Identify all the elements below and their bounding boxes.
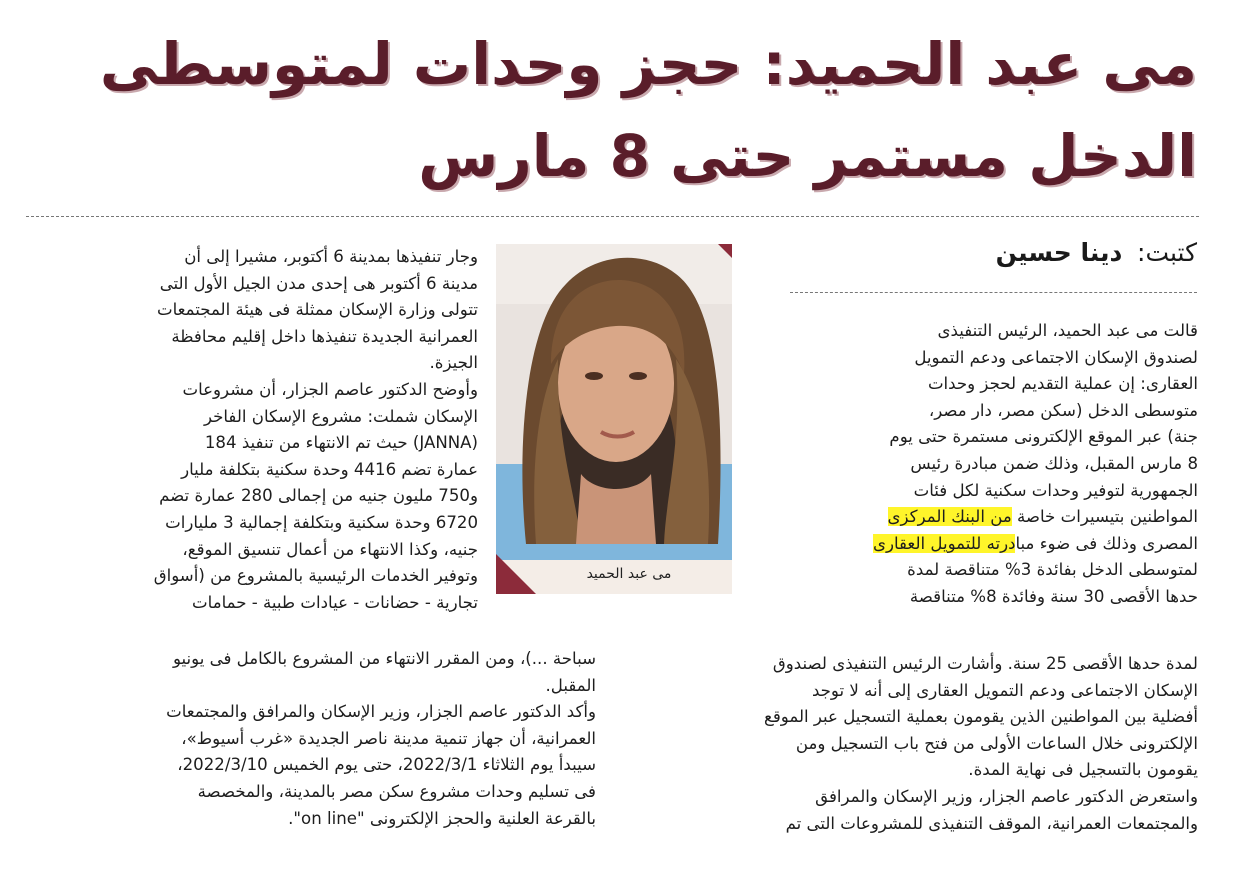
paragraph-line: العقارى: إن عملية التقديم لحجز وحدات xyxy=(927,374,1198,394)
paragraph-line: قالت مى عبد الحميد، الرئيس التنفيذى xyxy=(937,321,1198,340)
paragraph-line: لمدة حدها الأقصى 25 سنة. وأشارت الرئيس التنفيذى لصندوق xyxy=(772,654,1198,673)
headline-line-2: الدخل مستمر حتى 8 مارس xyxy=(418,122,1197,190)
paragraph-line: وتوفير الخدمات الرئيسية بالمشروع من (أسواق xyxy=(153,566,478,586)
paragraph-line: والمجتمعات العمرانية، الموقف التنفيذى للمشروعات التى تم xyxy=(785,813,1198,833)
paragraph-line xyxy=(752,531,1198,558)
paragraph-line: الإسكان شملت: مشروع الإسكان الفاخر xyxy=(203,406,478,426)
byline xyxy=(996,238,1197,267)
photo-caption: مى عبد الحميد xyxy=(586,566,672,582)
headline xyxy=(27,18,1197,202)
paragraph-line: الجيزة. xyxy=(429,353,478,373)
paragraph-line: العمرانية، أن جهاز تنمية مدينة ناصر الجديدة «غرب أسيوط»، xyxy=(181,728,596,748)
paragraph-line: تجارية - حضانات - عيادات طبية - حمامات xyxy=(192,592,478,612)
article-column-left-bottom xyxy=(30,646,596,832)
paragraph-line: يقومون بالتسجيل فى نهاية المدة. xyxy=(968,760,1198,780)
paragraph-line: جنيه، وكذا الانتهاء من أعمال تنسيق الموقع، xyxy=(182,539,478,559)
paragraph-line: (JANNA) حيث تم الانتهاء من تنفيذ 184 xyxy=(204,433,478,453)
paragraph-line: بالقرعة العلنية والحجز الإلكترونى "on line". xyxy=(288,808,596,828)
paragraph-line: متوسطى الدخل (سكن مصر، دار مصر، xyxy=(928,400,1198,420)
byline-author: دينا حسين xyxy=(995,238,1123,267)
paragraph-line: واستعرض الدكتور عاصم الجزار، وزير الإسكان والمرافق xyxy=(815,786,1198,806)
paragraph-line: المقبل. xyxy=(545,675,596,695)
highlighted-text: من البنك المركزى xyxy=(887,507,1012,527)
paragraph-line xyxy=(752,504,1198,531)
paragraph-line: و750 مليون جنيه من إجمالى 280 عمارة تضم xyxy=(159,486,478,506)
paragraph-line: سباحة ...)، ومن المقرر الانتهاء من المشروع بالكامل فى يونيو xyxy=(172,649,596,668)
paragraph-line: حدها الأقصى 30 سنة وفائدة 8% متناقصة xyxy=(909,586,1198,606)
article-column-left xyxy=(30,244,478,616)
headline-divider xyxy=(26,216,1199,217)
byline-divider xyxy=(790,292,1197,293)
paragraph-line: الإلكترونى خلال الساعات الأولى من فتح باب التسجيل ومن xyxy=(795,733,1198,753)
byline-label: كتبت: xyxy=(1137,238,1197,267)
paragraph-line: وأكد الدكتور عاصم الجزار، وزير الإسكان والمرافق والمجتمعات xyxy=(166,702,596,722)
paragraph-line: مدينة 6 أكتوبر هى إحدى مدن الجيل الأول التى xyxy=(159,273,478,293)
paragraph-line: جنة) عبر الموقع الإلكترونى مستمرة حتى يوم xyxy=(889,427,1198,447)
paragraph-line: أفضلية بين المواطنين الذين يقومون بعملية التسجيل عبر الموقع xyxy=(764,707,1198,727)
paragraph-line: لصندوق الإسكان الاجتماعى ودعم التمويل xyxy=(914,347,1198,367)
text-fragment: المواطنين بتيسيرات خاصة xyxy=(1017,507,1198,527)
paragraph-line: سيبدأ يوم الثلاثاء 2022/3/1، حتى يوم الخميس 2022/3/10، xyxy=(177,755,596,775)
text-fragment: المصرى وذلك فى ضوء مبا xyxy=(1015,533,1198,553)
paragraph-line: 8 مارس المقبل، وذلك ضمن مبادرة رئيس xyxy=(910,453,1198,473)
paragraph-line: الإسكان الاجتماعى ودعم التمويل العقارى إلى أنه لا توجد xyxy=(811,680,1198,700)
paragraph-line: العمرانية الجديدة تنفيذها داخل إقليم محافظة xyxy=(171,326,478,346)
headline-line-1: مى عبد الحميد: حجز وحدات لمتوسطى xyxy=(99,30,1197,98)
paragraph-line: وأوضح الدكتور عاصم الجزار، أن مشروعات xyxy=(182,379,478,399)
article-column-wide xyxy=(636,651,1198,837)
photo-corner-accent xyxy=(496,554,536,594)
paragraph-line: لمتوسطى الدخل بفائدة 3% متناقصة لمدة xyxy=(907,560,1198,580)
portrait-image xyxy=(496,244,732,560)
photo-corner-accent xyxy=(718,244,732,258)
paragraph-line: تتولى وزارة الإسكان ممثلة فى هيئة المجتمعات xyxy=(156,300,478,320)
paragraph-line: الجمهورية لتوفير وحدات سكنية لكل فئات xyxy=(913,480,1198,500)
article-column-right xyxy=(752,318,1198,611)
highlighted-text: درته للتمويل العقارى xyxy=(872,533,1016,553)
paragraph-line: 6720 وحدة سكنية وبتكلفة إجمالية 3 مليارات xyxy=(165,512,478,532)
author-photo xyxy=(496,244,732,594)
paragraph-line: عمارة تضم 4416 وحدة سكنية بتكلفة مليار xyxy=(181,459,478,479)
paragraph-line: فى تسليم وحدات مشروع سكن مصر بالمدينة، والمخصصة xyxy=(197,781,596,801)
paragraph-line: وجار تنفيذها بمدينة 6 أكتوبر، مشيرا إلى أن xyxy=(184,247,478,266)
